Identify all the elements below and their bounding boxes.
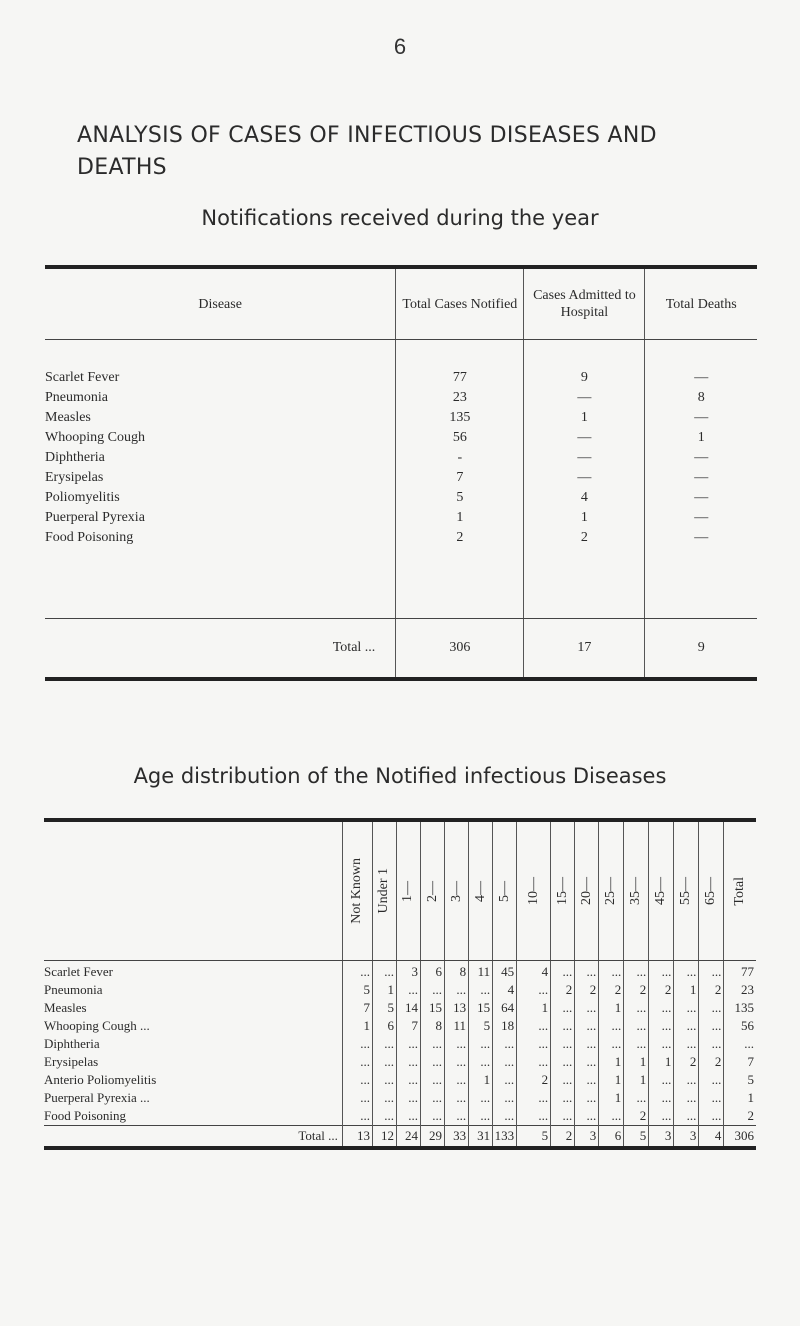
age-header-cell [724, 820, 756, 961]
notification-total-row [45, 619, 757, 680]
age-cell: 2 [624, 1107, 649, 1126]
age-cell: 1 [674, 981, 699, 999]
age-row-disease: Puerperal Pyrexia ... [44, 1090, 150, 1105]
age-header-label: 55— [678, 877, 694, 905]
age-row [44, 961, 756, 982]
cell-notified: 2 [396, 528, 524, 548]
age-cell: ... [372, 961, 396, 982]
age-cell: ... [517, 1035, 551, 1053]
age-cell: ... [469, 1053, 493, 1071]
age-cell: 56 [724, 1017, 756, 1035]
disease-name: Scarlet Fever [45, 370, 120, 385]
cell-admitted: — [524, 468, 645, 488]
cell-admitted: 4 [524, 488, 645, 508]
age-cell: ... [445, 1035, 469, 1053]
age-header-label: 2— [424, 880, 440, 902]
age-row-disease: Whooping Cough ... [44, 1018, 150, 1033]
disease-name: Whooping Cough [45, 430, 145, 445]
age-total-cell: 29 [421, 1126, 445, 1149]
age-cell: ... [372, 1035, 396, 1053]
age-header-cell [421, 820, 445, 961]
age-cell: ... [699, 961, 724, 982]
age-row-disease: Food Poisoning [44, 1108, 126, 1123]
age-cell: ... [599, 1035, 624, 1053]
age-total-row [44, 1126, 756, 1149]
age-cell: ... [575, 1053, 599, 1071]
notifications-heading: Notifications received during the year [201, 206, 599, 230]
age-cell: 8 [445, 961, 469, 982]
cell-notified: 7 [396, 468, 524, 488]
age-total-cell: 5 [624, 1126, 649, 1149]
age-header-cell [575, 820, 599, 961]
cell-notified: 5 [396, 488, 524, 508]
cell-deaths: — [645, 368, 757, 388]
age-cell: 7 [396, 1017, 420, 1035]
notification-row [45, 408, 757, 428]
age-header-label: 10— [525, 877, 541, 905]
age-cell: 7 [724, 1053, 756, 1071]
header-admitted-hospital: Cases Admitted to Hospital [524, 267, 645, 340]
age-cell: ... [551, 1089, 575, 1107]
age-header-label: 25— [603, 877, 619, 905]
age-cell: ... [372, 1071, 396, 1089]
age-total-cell: 2 [551, 1126, 575, 1149]
notification-row [45, 488, 757, 508]
age-cell: 2 [551, 981, 575, 999]
age-cell: ... [649, 1071, 674, 1089]
age-row [44, 1089, 756, 1107]
age-cell: ... [674, 1107, 699, 1126]
disease-name: Pneumonia [45, 390, 108, 405]
age-cell: ... [421, 1089, 445, 1107]
cell-admitted: 1 [524, 508, 645, 528]
age-cell: 1 [599, 1089, 624, 1107]
age-row-disease: Erysipelas [44, 1054, 99, 1069]
age-cell: ... [649, 1035, 674, 1053]
age-cell: ... [517, 1107, 551, 1126]
age-header-label: 45— [653, 877, 669, 905]
cell-deaths: 1 [645, 428, 757, 448]
age-cell: ... [445, 981, 469, 999]
age-cell: ... [699, 1071, 724, 1089]
age-cell: 45 [493, 961, 517, 982]
age-cell: 3 [396, 961, 420, 982]
age-cell: 2 [699, 1053, 724, 1071]
age-cell: 13 [445, 999, 469, 1017]
notifications-table [45, 265, 757, 681]
age-row [44, 1053, 756, 1071]
age-header-label: 5— [496, 880, 512, 902]
cell-deaths: — [645, 408, 757, 428]
age-cell: ... [396, 1089, 420, 1107]
age-total-cell: 6 [599, 1126, 624, 1149]
age-total-cell: 12 [372, 1126, 396, 1149]
cell-deaths: — [645, 448, 757, 468]
age-cell: 1 [469, 1071, 493, 1089]
age-cell: ... [649, 999, 674, 1017]
age-row-disease: Scarlet Fever [44, 964, 113, 979]
age-cell: ... [421, 981, 445, 999]
age-cell: ... [396, 981, 420, 999]
age-total-cell: 4 [699, 1126, 724, 1149]
age-cell: 2 [599, 981, 624, 999]
age-cell: ... [493, 1035, 517, 1053]
age-cell: ... [551, 1053, 575, 1071]
age-cell: ... [469, 981, 493, 999]
age-row-disease: Anterio Poliomyelitis [44, 1072, 157, 1087]
age-cell: 64 [493, 999, 517, 1017]
age-cell: ... [493, 1071, 517, 1089]
age-total-cell: 3 [674, 1126, 699, 1149]
age-cell: ... [599, 1017, 624, 1035]
cell-deaths: — [645, 528, 757, 548]
age-cell: 77 [724, 961, 756, 982]
notification-row [45, 428, 757, 448]
notification-row [45, 528, 757, 548]
header-disease: Disease [45, 267, 396, 340]
age-cell: ... [517, 1017, 551, 1035]
age-cell: ... [469, 1107, 493, 1126]
age-cell: ... [699, 1089, 724, 1107]
age-cell: 2 [517, 1071, 551, 1089]
total-admitted: 17 [524, 619, 645, 680]
age-cell: ... [551, 1035, 575, 1053]
age-cell: 1 [342, 1017, 372, 1035]
cell-notified: 56 [396, 428, 524, 448]
age-header-label: 20— [578, 877, 594, 905]
age-cell: 14 [396, 999, 420, 1017]
age-cell: 1 [624, 1053, 649, 1071]
age-cell: ... [575, 1017, 599, 1035]
age-cell: 2 [674, 1053, 699, 1071]
cell-notified: 77 [396, 368, 524, 388]
age-cell: 1 [599, 999, 624, 1017]
age-cell: ... [396, 1035, 420, 1053]
age-header-cell [445, 820, 469, 961]
age-cell: 2 [575, 981, 599, 999]
age-cell: 2 [724, 1107, 756, 1126]
notification-row [45, 468, 757, 488]
age-cell: 2 [699, 981, 724, 999]
age-header-cell [342, 820, 372, 961]
age-cell: 4 [517, 961, 551, 982]
age-header-label: Under 1 [376, 868, 392, 914]
age-cell: ... [649, 1089, 674, 1107]
age-cell: 5 [372, 999, 396, 1017]
age-distribution-table [44, 818, 756, 1150]
age-cell: ... [624, 1089, 649, 1107]
age-row [44, 1071, 756, 1089]
age-header-cell [469, 820, 493, 961]
age-row-disease: Measles [44, 1000, 87, 1015]
age-header-cell [551, 820, 575, 961]
age-header-label: Total [732, 876, 748, 906]
age-cell: 23 [724, 981, 756, 999]
age-cell: 15 [421, 999, 445, 1017]
age-cell: ... [575, 1089, 599, 1107]
age-cell: ... [396, 1071, 420, 1089]
age-cell: 8 [421, 1017, 445, 1035]
age-header-label: 35— [628, 877, 644, 905]
age-cell: ... [445, 1107, 469, 1126]
age-distribution-heading: Age distribution of the Notified infectious Diseases [133, 764, 667, 788]
age-row [44, 1035, 756, 1053]
age-cell: 4 [493, 981, 517, 999]
age-cell: ... [575, 1107, 599, 1126]
age-cell: ... [674, 1071, 699, 1089]
age-total-cell: 3 [575, 1126, 599, 1149]
notification-row [45, 368, 757, 388]
age-cell: ... [342, 1053, 372, 1071]
cell-admitted: — [524, 448, 645, 468]
age-header-label: Not Known [349, 858, 365, 924]
total-deaths: 9 [645, 619, 757, 680]
age-cell: ... [342, 1035, 372, 1053]
age-header-label: 4— [472, 880, 488, 902]
age-cell: ... [649, 1017, 674, 1035]
age-header-cell [517, 820, 551, 961]
cell-admitted: 9 [524, 368, 645, 388]
age-total-cell: 3 [649, 1126, 674, 1149]
total-label: Total ... [45, 619, 396, 680]
age-cell: ... [493, 1107, 517, 1126]
age-cell: ... [396, 1053, 420, 1071]
age-total-cell: 13 [342, 1126, 372, 1149]
disease-name: Erysipelas [45, 470, 104, 485]
cell-admitted: 1 [524, 408, 645, 428]
age-cell: ... [699, 999, 724, 1017]
age-cell: ... [493, 1089, 517, 1107]
age-cell: ... [674, 999, 699, 1017]
cell-admitted: — [524, 388, 645, 408]
age-total-cell: 306 [724, 1126, 756, 1149]
age-cell: ... [421, 1107, 445, 1126]
age-cell: 6 [372, 1017, 396, 1035]
age-cell: 5 [724, 1071, 756, 1089]
age-cell: 2 [624, 981, 649, 999]
age-cell: ... [575, 999, 599, 1017]
age-total-label: Total ... [44, 1126, 342, 1149]
age-header-cell [624, 820, 649, 961]
age-cell: ... [599, 961, 624, 982]
cell-notified: - [396, 448, 524, 468]
age-cell: 15 [469, 999, 493, 1017]
cell-admitted: 2 [524, 528, 645, 548]
age-cell: ... [421, 1053, 445, 1071]
age-cell: 1 [599, 1071, 624, 1089]
age-header-cell [674, 820, 699, 961]
age-cell: ... [517, 1053, 551, 1071]
notifications-header-row [45, 267, 757, 340]
age-cell: ... [469, 1035, 493, 1053]
age-cell: ... [599, 1107, 624, 1126]
header-total-notified: Total Cases Notified [396, 267, 524, 340]
age-cell: ... [517, 1089, 551, 1107]
age-cell: ... [674, 961, 699, 982]
age-header-cell [649, 820, 674, 961]
age-cell: ... [674, 1089, 699, 1107]
age-cell: 5 [469, 1017, 493, 1035]
disease-name: Food Poisoning [45, 530, 134, 545]
age-cell: 2 [649, 981, 674, 999]
cell-deaths: 8 [645, 388, 757, 408]
age-cell: ... [624, 1035, 649, 1053]
age-header-cell [372, 820, 396, 961]
age-cell: ... [624, 999, 649, 1017]
age-header-cell [699, 820, 724, 961]
age-cell: ... [372, 1053, 396, 1071]
cell-deaths: — [645, 468, 757, 488]
age-header-cell [493, 820, 517, 961]
age-cell: ... [674, 1035, 699, 1053]
disease-name: Puerperal Pyrexia [45, 510, 145, 525]
cell-notified: 23 [396, 388, 524, 408]
age-cell: ... [699, 1017, 724, 1035]
disease-name: Poliomyelitis [45, 490, 120, 505]
age-cell: ... [445, 1089, 469, 1107]
total-notified: 306 [396, 619, 524, 680]
age-cell: ... [342, 1107, 372, 1126]
age-cell: ... [445, 1053, 469, 1071]
age-cell: 135 [724, 999, 756, 1017]
age-cell: ... [421, 1071, 445, 1089]
notification-row [45, 508, 757, 528]
notification-row [45, 448, 757, 468]
age-cell: ... [624, 961, 649, 982]
age-cell: 7 [342, 999, 372, 1017]
age-cell: 1 [649, 1053, 674, 1071]
cell-admitted: — [524, 428, 645, 448]
age-cell: ... [699, 1107, 724, 1126]
age-header-label: 15— [554, 877, 570, 905]
age-cell: ... [342, 1071, 372, 1089]
age-cell: ... [551, 1107, 575, 1126]
age-cell: ... [575, 1071, 599, 1089]
age-cell: ... [649, 961, 674, 982]
age-cell: ... [421, 1035, 445, 1053]
age-cell: ... [469, 1089, 493, 1107]
cell-notified: 1 [396, 508, 524, 528]
age-cell: ... [372, 1089, 396, 1107]
age-row-disease: Pneumonia [44, 982, 103, 997]
age-cell: ... [724, 1035, 756, 1053]
age-row [44, 1107, 756, 1126]
age-header-label: 65— [703, 877, 719, 905]
age-header-cell [599, 820, 624, 961]
age-total-cell: 24 [396, 1126, 420, 1149]
page-number: 6 [393, 34, 407, 59]
age-cell: 11 [445, 1017, 469, 1035]
age-cell: ... [551, 961, 575, 982]
age-cell: 1 [724, 1089, 756, 1107]
cell-notified: 135 [396, 408, 524, 428]
disease-name: Measles [45, 410, 91, 425]
age-row [44, 1017, 756, 1035]
age-cell: ... [575, 961, 599, 982]
age-cell: ... [517, 981, 551, 999]
age-header-label: 3— [448, 880, 464, 902]
age-total-cell: 5 [517, 1126, 551, 1149]
page-title: ANALYSIS OF CASES OF INFECTIOUS DISEASES AND DEATHS [77, 123, 657, 180]
age-header-row [44, 820, 756, 961]
age-cell: ... [551, 1071, 575, 1089]
age-header-label: 1— [400, 880, 416, 902]
age-cell: 18 [493, 1017, 517, 1035]
notification-row [45, 388, 757, 408]
cell-deaths: — [645, 508, 757, 528]
age-cell: ... [493, 1053, 517, 1071]
age-total-cell: 33 [445, 1126, 469, 1149]
age-total-cell: 133 [493, 1126, 517, 1149]
age-cell: ... [551, 999, 575, 1017]
age-row [44, 981, 756, 999]
age-cell: ... [624, 1017, 649, 1035]
age-cell: 11 [469, 961, 493, 982]
age-row-disease: Diphtheria [44, 1036, 100, 1051]
age-cell: 1 [599, 1053, 624, 1071]
age-cell: ... [342, 961, 372, 982]
age-cell: 1 [517, 999, 551, 1017]
header-total-deaths: Total Deaths [645, 267, 757, 340]
cell-deaths: — [645, 488, 757, 508]
age-cell: ... [372, 1107, 396, 1126]
age-cell: 5 [342, 981, 372, 999]
age-cell: ... [699, 1035, 724, 1053]
age-cell: ... [396, 1107, 420, 1126]
age-cell: ... [445, 1071, 469, 1089]
age-cell: ... [551, 1017, 575, 1035]
age-cell: 6 [421, 961, 445, 982]
age-header-cell [396, 820, 420, 961]
age-cell: ... [342, 1089, 372, 1107]
age-cell: ... [575, 1035, 599, 1053]
header-disease-blank [44, 820, 342, 961]
age-row [44, 999, 756, 1017]
age-cell: 1 [624, 1071, 649, 1089]
age-total-cell: 31 [469, 1126, 493, 1149]
disease-name: Diphtheria [45, 450, 105, 465]
age-cell: 1 [372, 981, 396, 999]
age-cell: ... [674, 1017, 699, 1035]
age-cell: ... [649, 1107, 674, 1126]
